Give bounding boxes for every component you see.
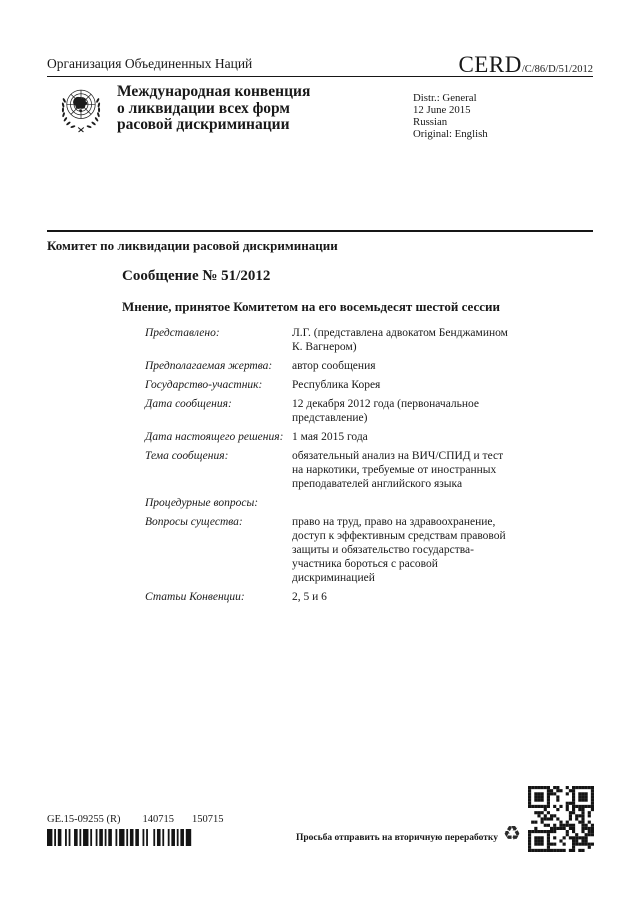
- distribution-info: [413, 92, 583, 140]
- ge-number: GE.15-09255 (R): [47, 814, 121, 825]
- info-label: Вопросы существа:: [145, 516, 243, 528]
- info-value: Л.Г. (представлена адвокатом Бенджамином К. Вагнером): [292, 327, 508, 353]
- ge-date-code: 140715: [142, 814, 174, 825]
- document-symbol: [458, 53, 593, 76]
- barcode: [47, 829, 193, 851]
- info-label: Государство-участник:: [145, 379, 263, 391]
- info-value: 2, 5 и 6: [292, 591, 327, 603]
- recycle-icon: ♻: [503, 821, 521, 845]
- convention-title-line: расовой дискриминации: [117, 116, 290, 133]
- qr-code: [528, 786, 594, 857]
- info-value: Республика Корея: [292, 379, 381, 391]
- convention-title-line: Международная конвенция: [117, 83, 311, 100]
- info-value: право на труд, право на здравоохранение, доступ к эффективным средствам правовой защиты и обязательство государства-участника бороться с расовой дискриминацией: [292, 516, 506, 584]
- distr-date: 12 June 2015: [413, 104, 471, 116]
- info-label: Предполагаемая жертва:: [145, 360, 273, 372]
- info-row-date-of-communication: [145, 397, 525, 425]
- info-value: обязательный анализ на ВИЧ/СПИД и тест на наркотики, требуемые от иностранных преподавателей английского языка: [292, 450, 504, 490]
- convention-title-line: о ликвидации всех форм: [117, 99, 290, 117]
- info-row-date-of-decision: [145, 430, 525, 444]
- info-row-procedural-issues: [145, 496, 525, 510]
- ge-reference-line: [47, 814, 224, 825]
- info-label: Дата настоящего решения:: [145, 431, 284, 443]
- un-org-name: Организация Объединенных Наций: [47, 56, 253, 71]
- info-row-state-party: [145, 378, 525, 392]
- document-symbol-suffix: /C/86/D/51/2012: [521, 64, 593, 75]
- info-label: Представлено:: [145, 327, 220, 339]
- communication-info-table: [145, 326, 525, 604]
- info-value: автор сообщения: [292, 360, 376, 372]
- un-emblem-icon: [55, 84, 107, 136]
- convention-title: [117, 84, 387, 134]
- info-value: 1 мая 2015 года: [292, 431, 368, 443]
- distr-language: Russian: [413, 116, 448, 128]
- info-row-subject: [145, 449, 525, 491]
- document-header: [47, 50, 593, 77]
- info-row-convention-articles: [145, 590, 525, 604]
- info-label: Процедурные вопросы:: [145, 497, 259, 509]
- distr-type: Distr.: General: [413, 92, 477, 104]
- info-label: Дата сообщения:: [145, 398, 232, 410]
- recycle-note-text: Просьба отправить на вторичную переработку: [296, 833, 498, 843]
- info-row-substantive-issues: [145, 515, 525, 585]
- info-label: Тема сообщения:: [145, 450, 229, 462]
- document-symbol-main: CERD: [458, 52, 522, 77]
- opinion-title: Мнение, принятое Комитетом на его восемьдесят шестой сессии: [122, 299, 501, 314]
- info-row-alleged-victim: [145, 359, 525, 373]
- recycle-note: [296, 821, 521, 850]
- info-label: Статьи Конвенции:: [145, 591, 245, 603]
- divider-rule: [47, 230, 593, 232]
- info-row-submitted-by: [145, 326, 525, 354]
- info-value: 12 декабря 2012 года (первоначальное представление): [292, 398, 480, 424]
- communication-number-heading: Сообщение № 51/2012: [122, 268, 271, 284]
- ge-date-code: 150715: [192, 814, 224, 825]
- info-value: [292, 496, 512, 510]
- distr-original: Original: English: [413, 128, 488, 140]
- committee-heading: Комитет по ликвидации расовой дискриминации: [47, 238, 338, 253]
